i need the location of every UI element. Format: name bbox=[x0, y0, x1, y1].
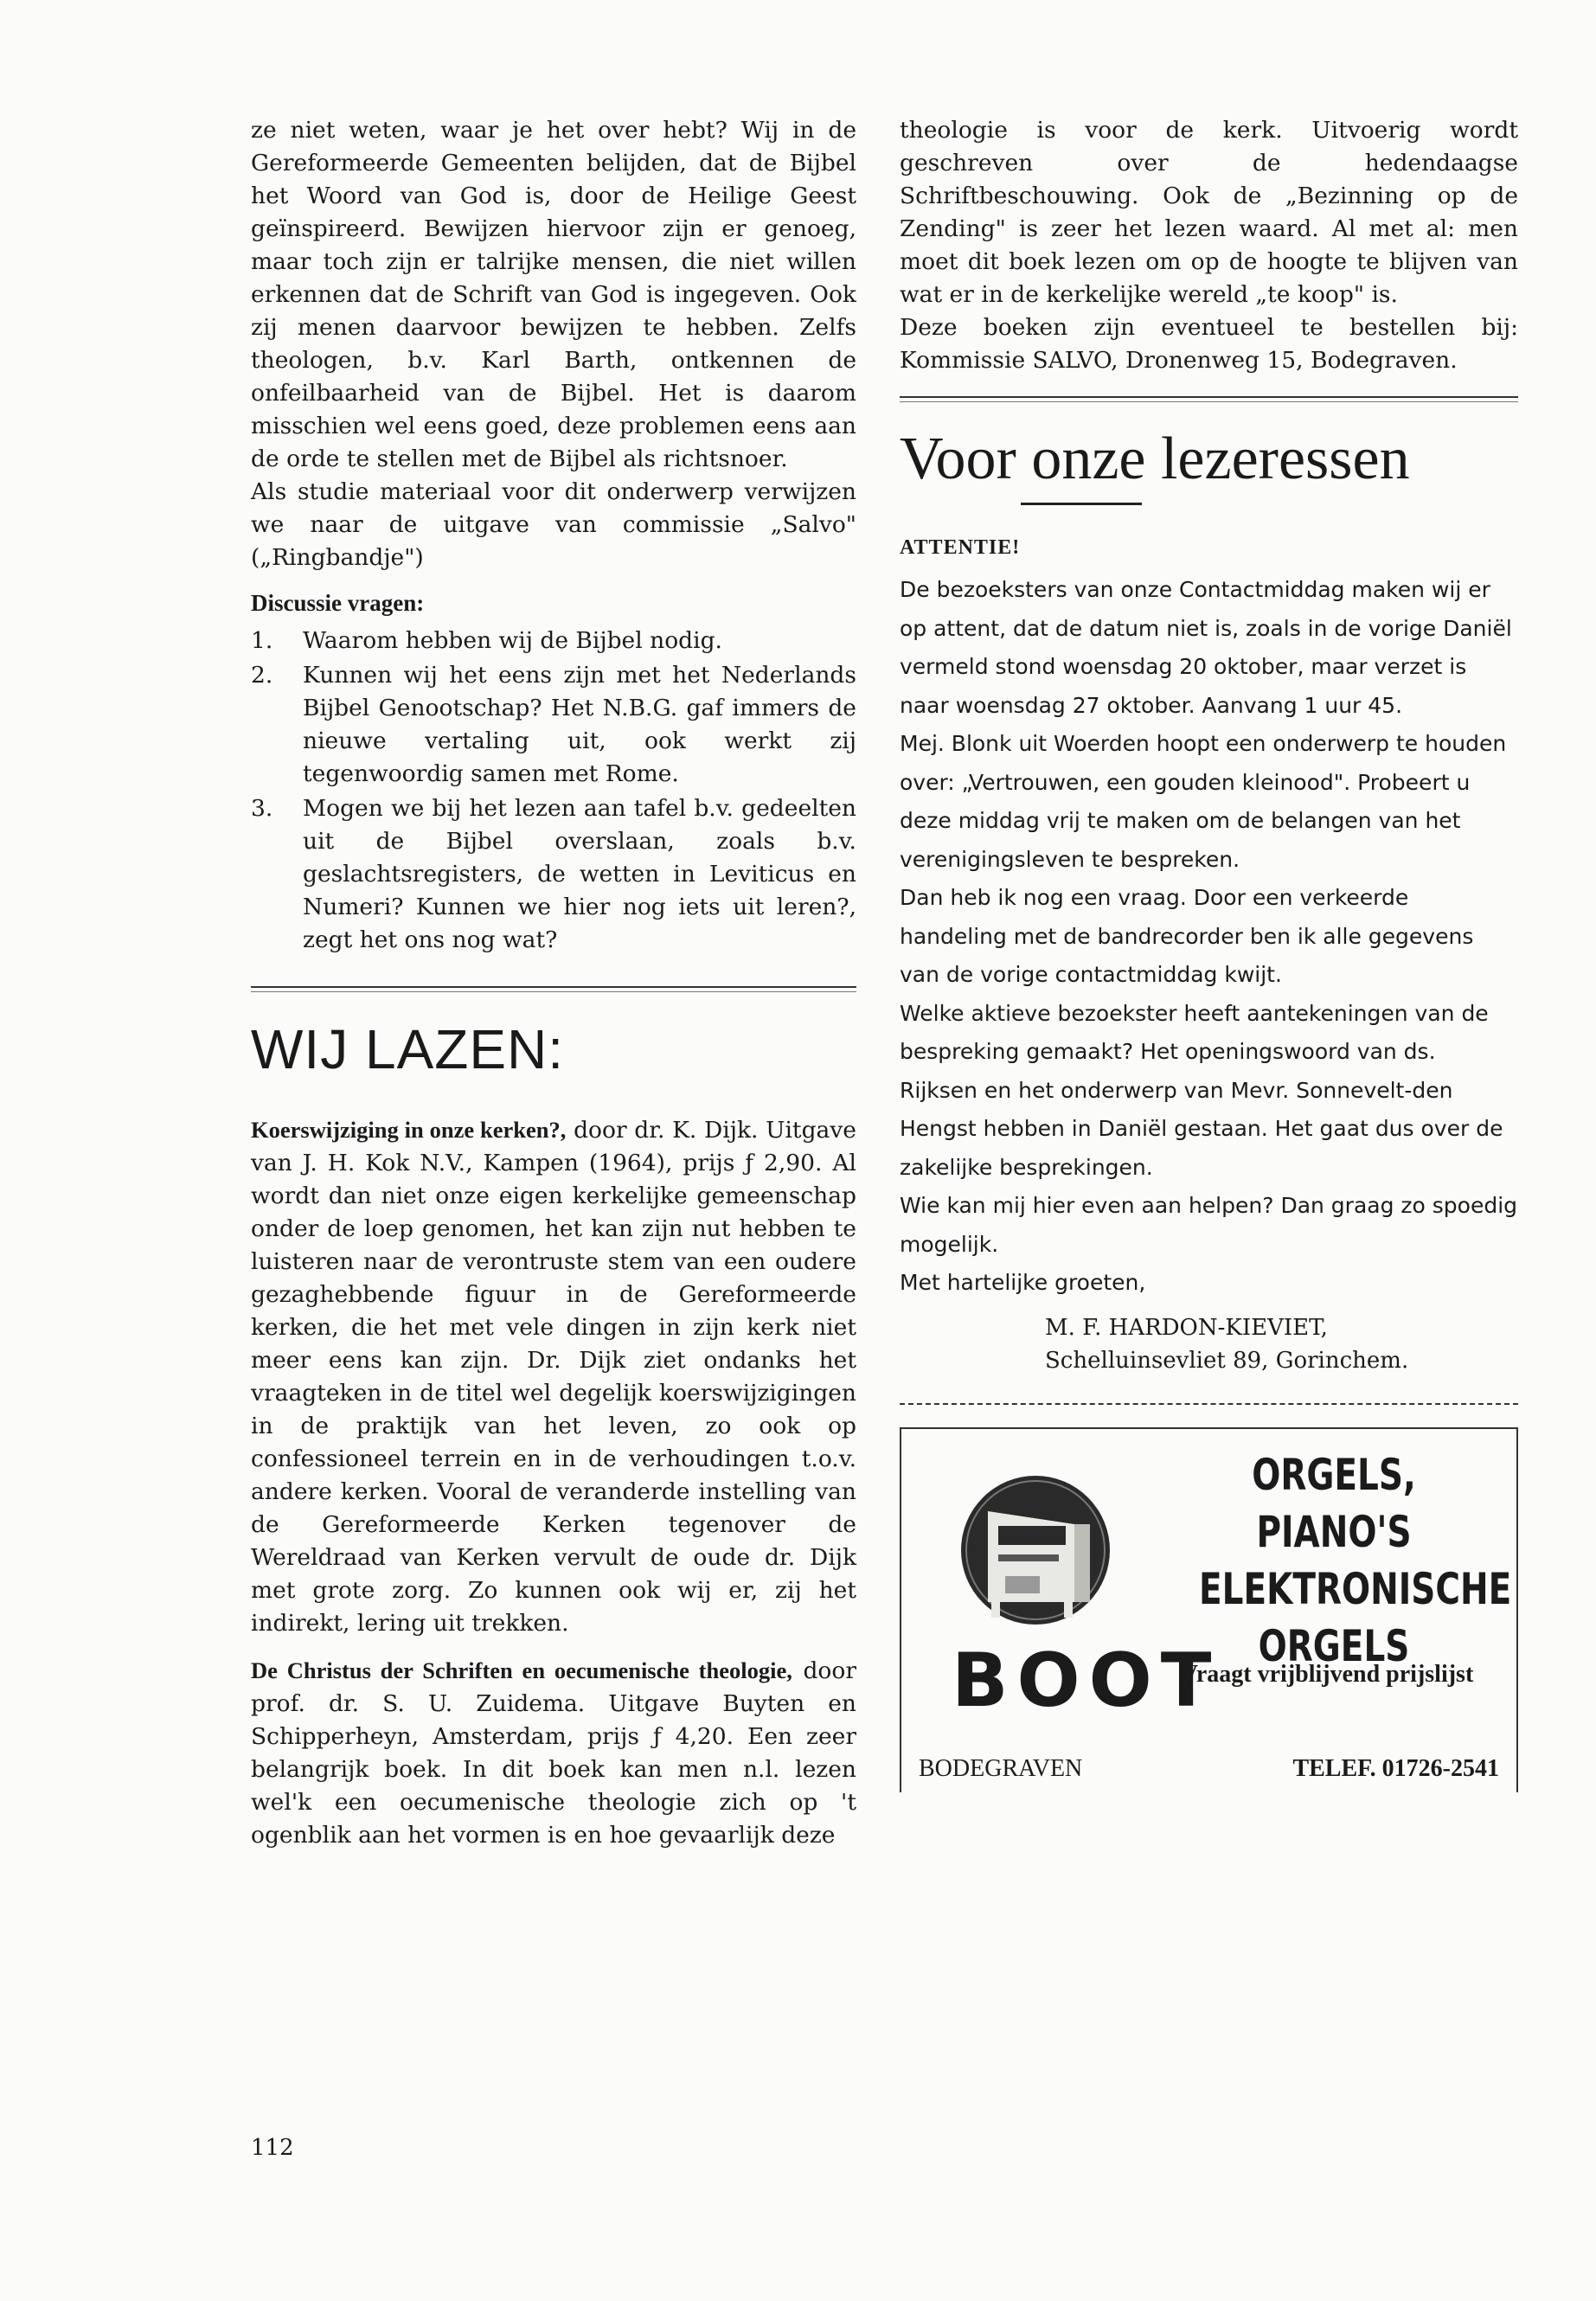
discussion-question-list bbox=[251, 625, 856, 957]
page-number: 112 bbox=[251, 2135, 294, 2161]
question-number: 1. bbox=[251, 627, 273, 654]
ad-product-line: ORGELS, PIANO'S bbox=[1252, 1449, 1416, 1557]
left-column bbox=[251, 114, 856, 1866]
ad-product-line: ORGELS bbox=[1258, 1620, 1410, 1671]
question-text: Kunnen wij het eens zijn met het Nederlands Bijbel Genootschap? Het N.B.G. gaf immers de nieuwe vertaling uit, ook werkt zij tegenwoordig samen met Rome. bbox=[303, 662, 856, 787]
brand-name: BOOT bbox=[952, 1637, 1221, 1724]
discussion-heading: Discussie vragen: bbox=[251, 590, 425, 616]
ad-phone: TELEF. 01726-2541 bbox=[1292, 1754, 1499, 1782]
question-text: Waarom hebben wij de Bijbel nodig. bbox=[303, 627, 722, 654]
review-title: De Christus der Schriften en oecumenische theologie, bbox=[251, 1657, 792, 1683]
book-reviews bbox=[251, 1113, 856, 1852]
list-item bbox=[251, 625, 856, 657]
review-christus-der-schriften bbox=[251, 1654, 856, 1852]
boot-advertisement bbox=[900, 1427, 1518, 1792]
voor-onze-lezeressen-title: Voor onze lezeressen bbox=[900, 426, 1410, 492]
question-number: 2. bbox=[251, 662, 273, 689]
review-title: Koerswijziging in onze kerken?, bbox=[251, 1117, 567, 1143]
question-text: Mogen we bij het lezen aan tafel b.v. gedeelten uit de Bijbel overslaan, zoals b.v. geslachtsregisters, de wetten in Leviticus en Numeri? Kunnen we hier nog iets uit leren?, zegt het ons nog wat? bbox=[303, 795, 856, 953]
ladies-paragraph: Mej. Blonk uit Woerden hoopt een onderwerp te houden over: „Vertrouwen, een gouden kleinood". Probeert u deze middag vrij te maken om de belangen van het verenigingsleven te bespreken. bbox=[900, 731, 1507, 872]
attention-label: ATTENTIE! bbox=[900, 536, 1021, 559]
order-paragraph: Deze boeken zijn eventueel te bestellen bij: Kommissie SALVO, Dronenweg 15, Bodegraven. bbox=[900, 314, 1518, 374]
ladies-paragraph: Wie kan mij hier even aan helpen? Dan graag zo spoedig mogelijk. bbox=[900, 1193, 1518, 1257]
continuation-paragraph: theologie is voor de kerk. Uitvoerig wordt geschreven over de hedendaagse Schriftbeschouwing. Ook de „Bezinning op de Zending" is zeer het lezen waard. Al met al: men moet dit boek lezen om op de hoogte te blijven van wat er in de kerkelijke wereld „te koop" is. bbox=[900, 117, 1518, 308]
ladies-paragraph: Dan heb ik nog een vraag. Door een verkeerde handeling met de bandrecorder ben ik alle gegevens van de vorige contactmiddag kwijt. bbox=[900, 885, 1474, 987]
ad-product-line: ELEKTRONISCHE bbox=[1199, 1563, 1512, 1614]
ad-note: Vraagt vrijblijvend prijslijst bbox=[1180, 1660, 1474, 1688]
signature-block bbox=[900, 1311, 1518, 1377]
right-column bbox=[900, 114, 1518, 1792]
wij-lazen-title: WIJ LAZEN: bbox=[251, 1018, 565, 1080]
signature-address: Schelluinsevliet 89, Gorinchem. bbox=[1045, 1347, 1409, 1374]
review-body: door prof. dr. S. U. Zuidema. Uitgave Buyten en Schipperheyn, Amsterdam, prijs ƒ 4,20. Een zeer belangrijk boek. In dit boek kan men n.l. lezen wel'k een oecumenische theologie zich op 't ogenblik aan het vormen is en hoe gevaarlijk deze bbox=[251, 1657, 857, 1849]
ladies-paragraph: De bezoeksters van onze Contactmiddag maken wij er op attent, dat de datum niet is, zoals in de vorige Daniël vermeld stond woensdag 20 oktober, maar verzet is naar woensdag 27 oktober. Aanvang 1 uur 45. bbox=[900, 577, 1512, 718]
review-body: door dr. K. Dijk. Uitgave van J. H. Kok N.V., Kampen (1964), prijs ƒ 2,90. Al wordt dan niet onze eigen kerkelijke gemeenschap onder de loep genomen, het kan zijn nut hebben te luisteren naar de verontruste stem van een oudere gezaghebbende figuur in de Gereformeerde kerken, die het met vele dingen in zijn kerk niet meer eens kan zijn. Dr. Dijk ziet ondanks het vraagteken in de titel wel degelijk koerswijzigingen in de praktijk van het leven, zo ook op confessioneel terrein en in de verhoudingen t.o.v. andere kerken. Vooral de veranderde instelling van de Gereformeerde Kerken tegenover de Wereldraad van Kerken vervult de oude dr. Dijk met grote zorg. Zo kunnen ook wij er, zij het indirekt, lering uit trekken. bbox=[251, 1117, 856, 1637]
ladies-paragraph: Welke aktieve bezoekster heeft aantekeningen van de bespreking gemaakt? Het openingswoord van ds. Rijksen en het onderwerp van Mevr. Sonnevelt-den Hengst hebben in Daniël gestaan. Het gaat dus over de zakelijke besprekingen. bbox=[900, 1000, 1503, 1180]
ladies-paragraph: Met hartelijke groeten, bbox=[900, 1270, 1146, 1295]
signature-name: M. F. HARDON-KIEVIET, bbox=[1045, 1314, 1328, 1341]
title-underline bbox=[1021, 503, 1142, 505]
ladies-section bbox=[900, 571, 1518, 1303]
piano-logo-icon bbox=[953, 1472, 1118, 1628]
list-item bbox=[251, 792, 856, 957]
section-divider bbox=[900, 396, 1518, 402]
section-divider bbox=[900, 1403, 1518, 1405]
intro-paragraph: ze niet weten, waar je het over hebt? Wij in de Gereformeerde Gemeenten belijden, dat de Bijbel het Woord van God is, door de Heilige Geest geïnspireerd. Bewijzen hiervoor zijn er genoeg, maar toch zijn er talrijke mensen, die niet willen erkennen dat de Schrift van God is ingegeven. Ook zij menen daarvoor bewijzen te hebben. Zelfs theologen, b.v. Karl Barth, ontkennen de onfeilbaarheid van de Bijbel. Het is daarom misschien wel eens goed, deze problemen eens aan de orde te stellen met de Bijbel als richtsnoer. bbox=[251, 117, 856, 472]
study-material-paragraph: Als studie materiaal voor dit onderwerp verwijzen we naar de uitgave van commissie „Salvo" („Ringbandje") bbox=[251, 478, 856, 571]
ad-footer bbox=[919, 1753, 1499, 1785]
ad-city: BODEGRAVEN bbox=[919, 1754, 1083, 1782]
list-item bbox=[251, 659, 856, 791]
question-number: 3. bbox=[251, 795, 273, 822]
review-koerswijziging bbox=[251, 1113, 856, 1640]
section-divider bbox=[251, 986, 856, 992]
